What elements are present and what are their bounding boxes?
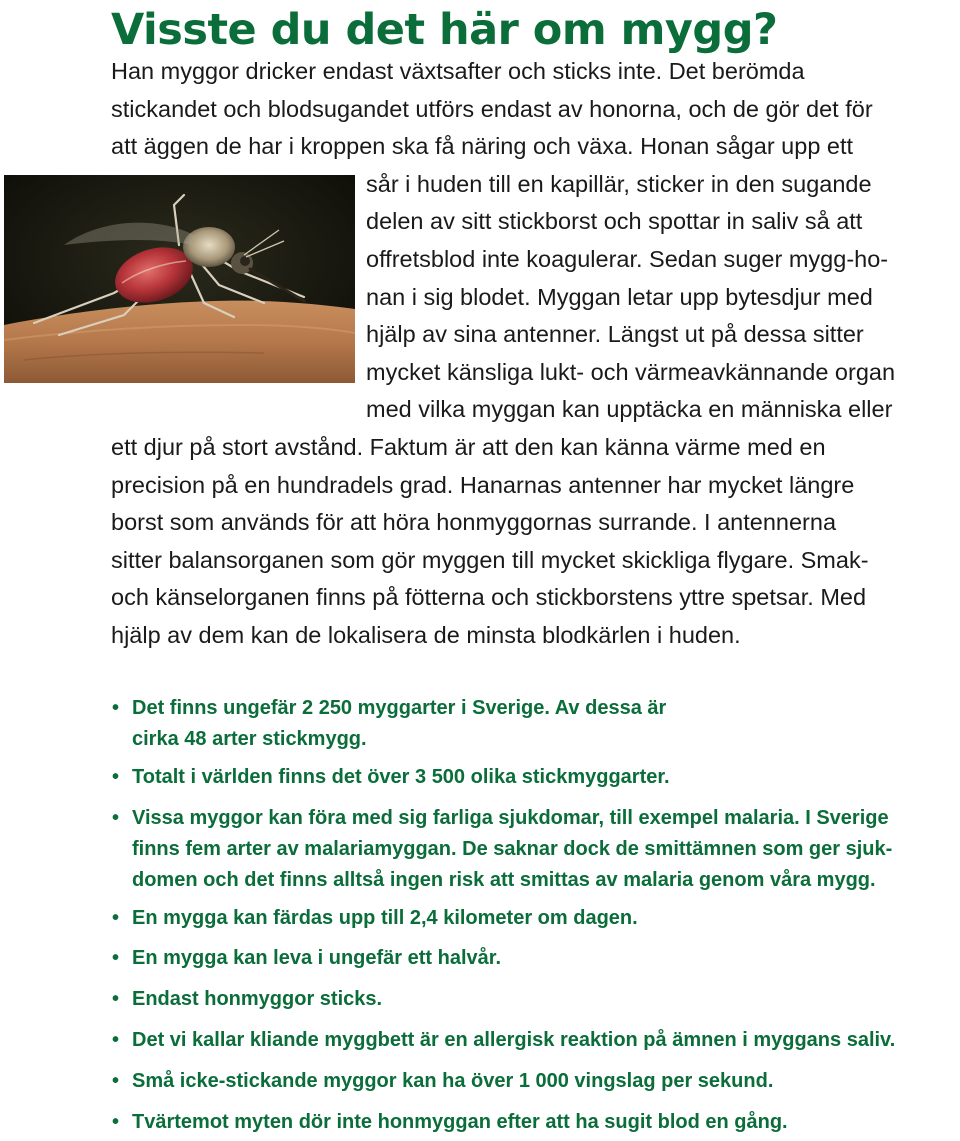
body-line: nan i sig blodet. Myggan letar upp bytesdjur med xyxy=(366,283,873,310)
list-item-text: Vissa myggor kan föra med sig farliga sjukdomar, till exempel malaria. I Sverige xyxy=(132,807,889,829)
list-item xyxy=(112,762,952,793)
bullet-icon: • xyxy=(112,1029,120,1051)
list-item-text: domen och det finns alltså ingen risk att smittas av malaria genom våra mygg. xyxy=(132,869,876,891)
body-line: offretsblod inte koagulerar. Sedan suger mygg-ho- xyxy=(366,246,889,272)
body-line: Han myggor dricker endast växtsafter och sticks inte. Det berömda xyxy=(111,58,805,84)
bullet-icon: • xyxy=(112,907,120,929)
bullet-icon: • xyxy=(112,807,120,829)
list-item-text: Små icke-stickande myggor kan ha över 1 000 vingslag per sekund. xyxy=(132,1070,774,1092)
body-line: borst som används för att höra honmyggornas surrande. I antennerna xyxy=(111,509,837,536)
body-line: mycket känsliga lukt- och värmeavkännande organ xyxy=(366,358,896,385)
bullet-icon: • xyxy=(112,988,120,1010)
list-item-text: En mygga kan leva i ungefär ett halvår. xyxy=(132,947,502,969)
list-item-text: En mygga kan färdas upp till 2,4 kilometer om dagen. xyxy=(132,907,638,929)
body-line: sår i huden till en kapillär, sticker in den sugande xyxy=(366,170,872,197)
list-item xyxy=(112,693,952,755)
list-item-text: Endast honmyggor sticks. xyxy=(132,988,383,1010)
list-item xyxy=(112,984,952,1015)
bullet-icon: • xyxy=(112,697,120,719)
list-item xyxy=(112,943,952,974)
page-title: Visste du det här om mygg? xyxy=(111,5,778,55)
list-item xyxy=(112,1107,952,1138)
body-line: hjälp av sina antenner. Längst ut på dessa sitter xyxy=(366,321,864,348)
body-line: sitter balansorganen som gör myggen till mycket skickliga flygare. Smak- xyxy=(111,546,869,573)
list-item xyxy=(112,1066,952,1097)
list-item-text: finns fem arter av malariamyggan. De saknar dock de smittämnen som ger sjuk- xyxy=(132,838,893,860)
body-line: att äggen de har i kroppen ska få näring och växa. Honan sågar upp ett xyxy=(111,133,854,160)
body-line: med vilka myggan kan upptäcka en människa eller xyxy=(366,396,893,423)
list-item xyxy=(112,803,952,896)
bullet-icon: • xyxy=(112,1111,120,1133)
list-item-text: Totalt i världen finns det över 3 500 olika stickmyggarter. xyxy=(132,766,670,788)
body-line: stickandet och blodsugandet utförs endast av honorna, och de gör det för xyxy=(111,95,873,122)
bullet-icon: • xyxy=(112,766,120,788)
body-line: och känselorganen finns på fötterna och stickborstens yttre spetsar. Med xyxy=(111,584,867,611)
mosquito-photo xyxy=(4,175,355,383)
bullet-icon: • xyxy=(112,1070,120,1092)
body-line: hjälp av dem kan de lokalisera de minsta blodkärlen i huden. xyxy=(111,622,741,648)
list-item-text: Det finns ungefär 2 250 myggarter i Sverige. Av dessa är xyxy=(132,697,667,719)
list-item xyxy=(112,1025,952,1056)
body-line: delen av sitt stickborst och spottar in saliv så att xyxy=(366,208,863,235)
list-item-text: Tvärtemot myten dör inte honmyggan efter att ha sugit blod en gång. xyxy=(132,1111,788,1133)
list-item-text: cirka 48 arter stickmygg. xyxy=(132,728,367,750)
mosquito-image-icon xyxy=(4,175,355,383)
bullet-icon: • xyxy=(112,947,120,969)
body-line: ett djur på stort avstånd. Faktum är att den kan känna värme med en xyxy=(111,434,826,460)
list-item xyxy=(112,903,952,934)
list-item-text: Det vi kallar kliande myggbett är en allergisk reaktion på ämnen i myggans saliv. xyxy=(132,1029,896,1051)
body-line: precision på en hundradels grad. Hanarnas antenner har mycket längre xyxy=(111,471,855,498)
